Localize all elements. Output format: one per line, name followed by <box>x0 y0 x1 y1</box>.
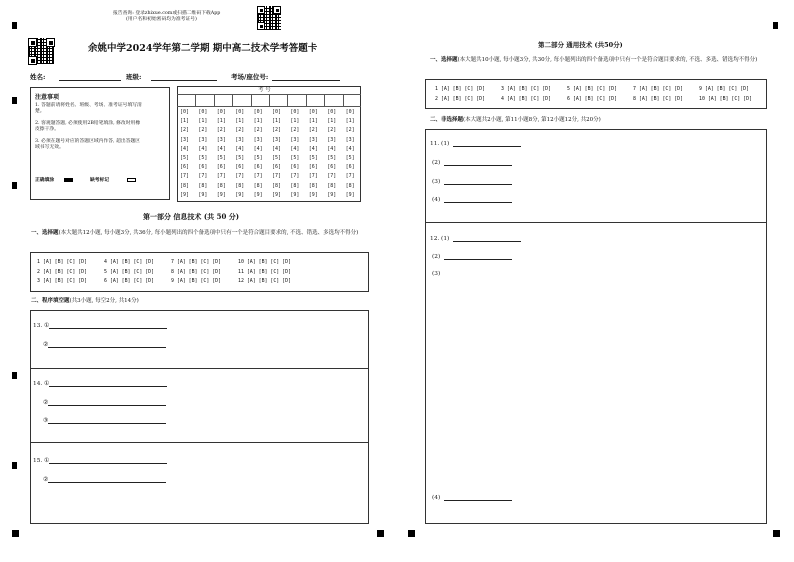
option-bubbles[interactable]: [A] [B] [C] [D] <box>506 86 552 92</box>
exam-digit-bubble[interactable]: [9] <box>308 191 318 198</box>
exam-digit-bubble[interactable]: [8] <box>327 182 337 189</box>
question-number: 2 <box>435 95 441 102</box>
part2-choice-question-9[interactable] <box>699 86 749 92</box>
question-number: 1 <box>435 86 441 92</box>
question-number: 4 <box>501 95 507 102</box>
q12-part-4-label: (4) <box>432 495 441 501</box>
question-number: 3 <box>37 278 43 284</box>
exam-grid-divider <box>232 94 233 106</box>
exam-digit-bubble[interactable]: [5] <box>308 155 318 161</box>
question-number: 1 <box>37 259 43 265</box>
q12-part-2-label: (2) <box>432 254 441 260</box>
exam-digit-bubble[interactable]: [9] <box>327 191 337 198</box>
q11-part-4-label: (4) <box>432 197 441 203</box>
exam-digit-bubble[interactable]: [8] <box>272 182 282 189</box>
class-field[interactable] <box>126 72 217 81</box>
exam-digit-bubble[interactable]: [0] <box>180 109 190 115</box>
question-number: 2 <box>37 268 43 275</box>
part2-choice-question-5[interactable] <box>567 86 617 92</box>
q15-blank-1[interactable] <box>33 457 167 464</box>
exam-grid-divider <box>195 94 196 106</box>
q15-answer-box <box>30 443 369 524</box>
part1-choice-question-3[interactable] <box>37 278 87 284</box>
exam-digit-bubble[interactable]: [2] <box>290 127 300 134</box>
name-label: 姓名: <box>30 73 46 81</box>
exam-digit-bubble[interactable]: [3] <box>345 136 355 143</box>
q11-part-1-label: 11. (1) <box>430 141 450 147</box>
exam-digit-bubble[interactable]: [5] <box>272 155 282 161</box>
exam-digit-bubble[interactable]: [4] <box>198 145 208 152</box>
exam-digit-bubble[interactable]: [5] <box>235 155 245 161</box>
exam-digit-bubble[interactable]: [8] <box>198 182 208 189</box>
exam-digit-bubble[interactable]: [2] <box>272 127 282 134</box>
exam-digit-bubble[interactable]: [5] <box>198 155 208 161</box>
question-number: 8 <box>171 268 177 275</box>
exam-grid-divider <box>324 94 325 106</box>
correct-fill-label: 正确填涂 <box>35 177 55 183</box>
exam-digit-bubble[interactable]: [6] <box>180 164 190 171</box>
part1-choice-question-1[interactable] <box>37 259 87 265</box>
exam-digit-bubble[interactable]: [1] <box>253 118 263 125</box>
exam-grid-divider <box>177 106 361 107</box>
exam-digit-bubble[interactable]: [4] <box>345 145 355 152</box>
exam-digit-bubble[interactable]: [1] <box>308 118 318 125</box>
q13-blank-1[interactable] <box>33 322 167 329</box>
exam-digit-bubble[interactable]: [8] <box>308 182 318 189</box>
exam-digit-bubble[interactable]: [4] <box>235 145 245 152</box>
exam-digit-bubble[interactable]: [4] <box>290 145 300 152</box>
exam-digit-bubble[interactable]: [3] <box>216 136 226 143</box>
exam-digit-bubble[interactable]: [6] <box>235 164 245 171</box>
part1-title: 第一部分 信息技术 (共 50 分) <box>143 212 240 221</box>
question-number: 11 <box>238 268 247 275</box>
option-bubbles[interactable]: [A] [B] [C] [D] <box>246 259 292 265</box>
option-bubbles[interactable]: [A] [B] [C] [D] <box>42 278 88 284</box>
alignment-mark <box>773 22 778 29</box>
exam-digit-bubble[interactable]: [8] <box>253 182 263 189</box>
q15-blank-1-label: 15. ① <box>33 458 50 464</box>
question-number: 6 <box>104 278 110 284</box>
exam-digit-bubble[interactable]: [4] <box>253 145 263 152</box>
exam-digit-bubble[interactable]: [3] <box>272 136 282 143</box>
exam-digit-bubble[interactable]: [3] <box>180 136 190 143</box>
exam-digit-bubble[interactable]: [7] <box>198 173 208 180</box>
exam-digit-bubble[interactable]: [6] <box>345 164 355 171</box>
exam-digit-bubble[interactable]: [7] <box>180 173 190 180</box>
exam-digit-bubble[interactable]: [9] <box>345 191 355 198</box>
alignment-mark <box>12 372 17 379</box>
q11-part-3-label: (3) <box>432 179 441 185</box>
question-number: 6 <box>567 95 573 102</box>
q14-blank-3[interactable] <box>43 417 166 424</box>
q13-blank-1-label: 13. ① <box>33 323 50 329</box>
exam-digit-bubble[interactable]: [7] <box>290 173 300 180</box>
student-qr-code <box>28 38 54 64</box>
exam-digit-bubble[interactable]: [3] <box>235 136 245 143</box>
q14-blank-1[interactable] <box>33 380 167 387</box>
name-field[interactable] <box>30 72 121 81</box>
exam-digit-bubble[interactable]: [5] <box>345 155 355 161</box>
alignment-mark <box>12 182 17 189</box>
exam-digit-bubble[interactable]: [2] <box>345 127 355 134</box>
page-title: 余姚中学2024学年第二学期 期中高二技术学考答题卡 <box>88 43 318 54</box>
download-qr-code[interactable] <box>257 6 281 30</box>
exam-digit-bubble[interactable]: [5] <box>253 155 263 161</box>
part1-fill-heading: 二、程序填空题 <box>31 298 70 304</box>
question-number: 4 <box>104 259 110 265</box>
part1-choice-question-10[interactable] <box>238 259 291 265</box>
exam-digit-bubble[interactable]: [5] <box>327 155 337 161</box>
exam-digit-bubble[interactable]: [4] <box>180 145 190 152</box>
q11-part-4[interactable] <box>432 196 512 203</box>
q12-part-3-label: (3) <box>432 271 441 277</box>
exam-digit-bubble[interactable]: [1] <box>327 118 337 125</box>
option-bubbles[interactable]: [A] [B] [C] [D] <box>638 95 684 102</box>
exam-digit-bubble[interactable]: [3] <box>290 136 300 143</box>
part1-choice-instructions <box>31 230 361 237</box>
exam-grid-divider <box>306 94 307 106</box>
exam-digit-bubble[interactable]: [9] <box>216 191 226 198</box>
question-number: 7 <box>633 86 639 92</box>
option-bubbles[interactable]: [A] [B] [C] [D] <box>572 86 618 92</box>
exam-digit-bubble[interactable]: [0] <box>345 109 355 115</box>
exam-digit-bubble[interactable]: [6] <box>290 164 300 171</box>
credential-notice: (用户名和初始密码均为准考证号) <box>126 17 197 22</box>
class-label: 班级: <box>126 73 142 81</box>
q15-blank-2-label: ② <box>43 477 49 483</box>
exam-grid-divider <box>177 94 361 95</box>
part2-choice-question-7[interactable] <box>633 86 683 92</box>
exam-digit-bubble[interactable]: [0] <box>253 109 263 115</box>
exam-digit-bubble[interactable]: [0] <box>235 109 245 115</box>
option-bubbles[interactable]: [A] [B] [C] [D] <box>506 95 552 102</box>
exam-digit-bubble[interactable]: [9] <box>290 191 300 198</box>
exam-digit-bubble[interactable]: [6] <box>253 164 263 171</box>
exam-digit-bubble[interactable]: [0] <box>327 109 337 115</box>
option-bubbles[interactable]: [A] [B] [C] [D] <box>176 278 222 284</box>
part2-choice-instructions <box>430 57 765 64</box>
exam-digit-bubble[interactable]: [7] <box>235 173 245 180</box>
option-bubbles[interactable]: [A] [B] [C] [D] <box>638 86 684 92</box>
part1-choice-question-12[interactable] <box>238 278 291 284</box>
part2-choice-desc: (本大题共10小题, 每小题3分, 共30分, 每小题列出的四个备选项中只有一个是符合题目要求的, 不选、多选、错选均不得分) <box>457 57 758 63</box>
exam-digit-bubble[interactable]: [7] <box>216 173 226 180</box>
exam-digit-bubble[interactable]: [6] <box>308 164 318 171</box>
question-number: 3 <box>501 86 507 92</box>
room-seat-label: 考场/座位号: <box>231 73 269 81</box>
part2-choice-question-2[interactable] <box>435 96 485 102</box>
part1-choice-question-11[interactable] <box>238 269 291 275</box>
part1-choice-question-5[interactable] <box>104 269 154 275</box>
exam-digit-bubble[interactable]: [8] <box>290 182 300 189</box>
alignment-mark <box>773 530 780 537</box>
exam-digit-bubble[interactable]: [6] <box>272 164 282 171</box>
exam-digit-bubble[interactable]: [0] <box>272 109 282 115</box>
exam-digit-bubble[interactable]: [8] <box>345 182 355 189</box>
exam-digit-bubble[interactable]: [6] <box>327 164 337 171</box>
exam-digit-bubble[interactable]: [5] <box>216 155 226 161</box>
exam-digit-bubble[interactable]: [2] <box>308 127 318 134</box>
part2-choice-question-1[interactable] <box>435 86 485 92</box>
q11-part-2[interactable] <box>432 159 512 166</box>
exam-digit-bubble[interactable]: [6] <box>216 164 226 171</box>
question-number: 10 <box>699 95 708 102</box>
part2-nonchoice-heading: 二、非选择题 <box>430 117 464 123</box>
q12-part-3[interactable] <box>432 271 440 277</box>
option-bubbles[interactable]: [A] [B] [C] [D] <box>109 268 155 275</box>
alignment-mark <box>12 462 17 469</box>
q12-part-1-label: 12. (1) <box>430 236 450 242</box>
part2-nonchoice-desc: (本大题共2小题, 第11小题8分, 第12小题12分, 共20分) <box>463 117 601 123</box>
part1-choice-question-2[interactable] <box>37 269 87 275</box>
missing-mark-box[interactable] <box>127 178 136 182</box>
exam-digit-bubble[interactable]: [9] <box>272 191 282 198</box>
exam-digit-bubble[interactable]: [4] <box>272 145 282 152</box>
exam-digit-bubble[interactable]: [7] <box>345 173 355 180</box>
exam-grid-divider <box>269 94 270 106</box>
exam-digit-bubble[interactable]: [7] <box>308 173 318 180</box>
exam-digit-bubble[interactable]: [2] <box>253 127 263 134</box>
option-bubbles[interactable]: [A] [B] [C] [D] <box>246 268 292 275</box>
question-number: 8 <box>633 95 639 102</box>
exam-grid-divider <box>251 94 252 106</box>
notes-heading: 注意事项 <box>35 94 60 101</box>
exam-digit-bubble[interactable]: [7] <box>327 173 337 180</box>
exam-digit-bubble[interactable]: [2] <box>198 127 208 134</box>
exam-digit-bubble[interactable]: [5] <box>290 155 300 161</box>
exam-digit-bubble[interactable]: [9] <box>253 191 263 198</box>
exam-digit-bubble[interactable]: [8] <box>180 182 190 189</box>
exam-digit-bubble[interactable]: [5] <box>180 155 190 161</box>
q12-part-1[interactable] <box>430 235 521 242</box>
correct-fill-example <box>64 178 73 182</box>
q12-part-4[interactable] <box>432 494 512 501</box>
exam-digit-bubble[interactable]: [0] <box>216 109 226 115</box>
alignment-mark <box>12 22 17 29</box>
alignment-mark <box>12 530 19 537</box>
q13-blank-2-label: ② <box>43 342 49 348</box>
part2-choice-question-8[interactable] <box>633 96 683 102</box>
option-bubbles[interactable]: [A] [B] [C] [D] <box>42 259 88 265</box>
exam-digit-bubble[interactable]: [9] <box>198 191 208 198</box>
exam-digit-bubble[interactable]: [0] <box>198 109 208 115</box>
part2-nonchoice-instructions <box>430 117 601 124</box>
part2-choice-heading: 一、选择题 <box>430 57 458 63</box>
option-bubbles[interactable]: [A] [B] [C] [D] <box>572 95 618 102</box>
exam-digit-bubble[interactable]: [9] <box>180 191 190 198</box>
room-seat-field[interactable] <box>231 72 340 81</box>
option-bubbles[interactable]: [A] [B] [C] [D] <box>176 259 222 265</box>
part1-fill-desc: (共3小题, 每空2分, 共14分) <box>69 298 139 304</box>
part2-choice-question-3[interactable] <box>501 86 551 92</box>
question-number: 5 <box>104 268 110 275</box>
option-bubbles[interactable]: [A] [B] [C] [D] <box>440 86 486 92</box>
question-number: 5 <box>567 86 573 92</box>
alignment-mark <box>12 97 17 104</box>
exam-digit-bubble[interactable]: [4] <box>308 145 318 152</box>
question-number: 7 <box>171 259 177 265</box>
q14-blank-2[interactable] <box>43 399 166 406</box>
option-bubbles[interactable]: [A] [B] [C] [D] <box>246 278 292 284</box>
q12-answer-box <box>425 223 767 524</box>
part1-choice-question-8[interactable] <box>171 269 221 275</box>
option-bubbles[interactable]: [A] [B] [C] [D] <box>109 278 155 284</box>
q14-blank-3-label: ③ <box>43 418 49 424</box>
exam-digit-bubble[interactable]: [1] <box>272 118 282 125</box>
exam-digit-bubble[interactable]: [2] <box>327 127 337 134</box>
part1-choice-question-6[interactable] <box>104 278 154 284</box>
exam-digit-bubble[interactable]: [2] <box>180 127 190 134</box>
q15-blank-2[interactable] <box>43 476 166 483</box>
part1-choice-question-9[interactable] <box>171 278 221 284</box>
exam-digit-bubble[interactable]: [8] <box>235 182 245 189</box>
q13-answer-box <box>30 310 369 369</box>
part2-choice-question-6[interactable] <box>567 96 617 102</box>
question-number: 10 <box>238 259 247 265</box>
question-number: 12 <box>238 278 247 284</box>
exam-digit-bubble[interactable]: [3] <box>253 136 263 143</box>
part2-choice-question-4[interactable] <box>501 96 551 102</box>
exam-digit-bubble[interactable]: [0] <box>308 109 318 115</box>
exam-number-heading: 考 号 <box>258 87 271 93</box>
exam-digit-bubble[interactable]: [1] <box>345 118 355 125</box>
option-bubbles[interactable]: [A] [B] [C] [D] <box>707 95 753 102</box>
exam-digit-bubble[interactable]: [6] <box>198 164 208 171</box>
part1-choice-desc: (本大题共12小题, 每小题3分, 共36分, 每小题列出的四个备选项中只有一个是符合题目要求的, 不选、错选、多选均不得分) <box>58 230 359 236</box>
exam-grid-divider <box>287 94 288 106</box>
exam-digit-bubble[interactable]: [2] <box>216 127 226 134</box>
alignment-mark <box>377 530 384 537</box>
exam-grid-divider <box>214 94 215 106</box>
q11-part-3[interactable] <box>432 178 512 185</box>
part1-choice-heading: 一、选择题 <box>31 230 59 236</box>
option-bubbles[interactable]: [A] [B] [C] [D] <box>109 259 155 265</box>
exam-digit-bubble[interactable]: [2] <box>235 127 245 134</box>
exam-digit-bubble[interactable]: [8] <box>216 182 226 189</box>
notes-line: 1. 答题前请将姓名、班级、考场、准考证号填写清楚。 <box>35 103 142 114</box>
q14-blank-1-label: 14. ① <box>33 381 50 387</box>
q11-part-2-label: (2) <box>432 160 441 166</box>
option-bubbles[interactable]: [A] [B] [C] [D] <box>42 268 88 275</box>
option-bubbles[interactable]: [A] [B] [C] [D] <box>176 268 222 275</box>
part1-fill-instructions <box>31 298 139 305</box>
option-bubbles[interactable]: [A] [B] [C] [D] <box>440 95 486 102</box>
report-query-notice: 报告查询: 登录zhixue.com或扫描二维码下载App <box>113 11 221 16</box>
part2-choice-box <box>425 79 767 109</box>
part2-choice-question-10[interactable] <box>699 96 752 102</box>
notes-line: 3. 必须在题号对应的答题区域内作答, 超出答题区域书写无效。 <box>35 139 141 150</box>
exam-digit-bubble[interactable]: [9] <box>235 191 245 198</box>
exam-digit-bubble[interactable]: [1] <box>235 118 245 125</box>
question-number: 9 <box>699 86 705 92</box>
option-bubbles[interactable]: [A] [B] [C] [D] <box>704 86 750 92</box>
q13-blank-2[interactable] <box>43 341 166 348</box>
part2-title: 第二部分 通用技术 (共50分) <box>538 41 623 49</box>
exam-digit-bubble[interactable]: [4] <box>327 145 337 152</box>
q12-part-2[interactable] <box>432 253 512 260</box>
part1-choice-question-4[interactable] <box>104 259 154 265</box>
exam-digit-bubble[interactable]: [7] <box>272 173 282 180</box>
notes-line: 2. 客观题答题, 必须使用2B铅笔填涂, 修改时用橡皮擦干净。 <box>35 121 141 132</box>
q14-blank-2-label: ② <box>43 400 49 406</box>
exam-digit-bubble[interactable]: [1] <box>216 118 226 125</box>
exam-digit-bubble[interactable]: [0] <box>290 109 300 115</box>
exam-digit-bubble[interactable]: [3] <box>198 136 208 143</box>
part1-choice-question-7[interactable] <box>171 259 221 265</box>
q11-part-1[interactable] <box>430 140 521 147</box>
exam-digit-bubble[interactable]: [1] <box>180 118 190 125</box>
exam-grid-divider <box>343 94 344 106</box>
exam-digit-bubble[interactable]: [4] <box>216 145 226 152</box>
alignment-mark <box>408 530 415 537</box>
question-number: 9 <box>171 278 177 284</box>
exam-digit-bubble[interactable]: [3] <box>327 136 337 143</box>
exam-digit-bubble[interactable]: [1] <box>290 118 300 125</box>
exam-digit-bubble[interactable]: [1] <box>198 118 208 125</box>
missing-mark-label: 缺考标记 <box>90 177 110 183</box>
exam-digit-bubble[interactable]: [7] <box>253 173 263 180</box>
exam-digit-bubble[interactable]: [3] <box>308 136 318 143</box>
